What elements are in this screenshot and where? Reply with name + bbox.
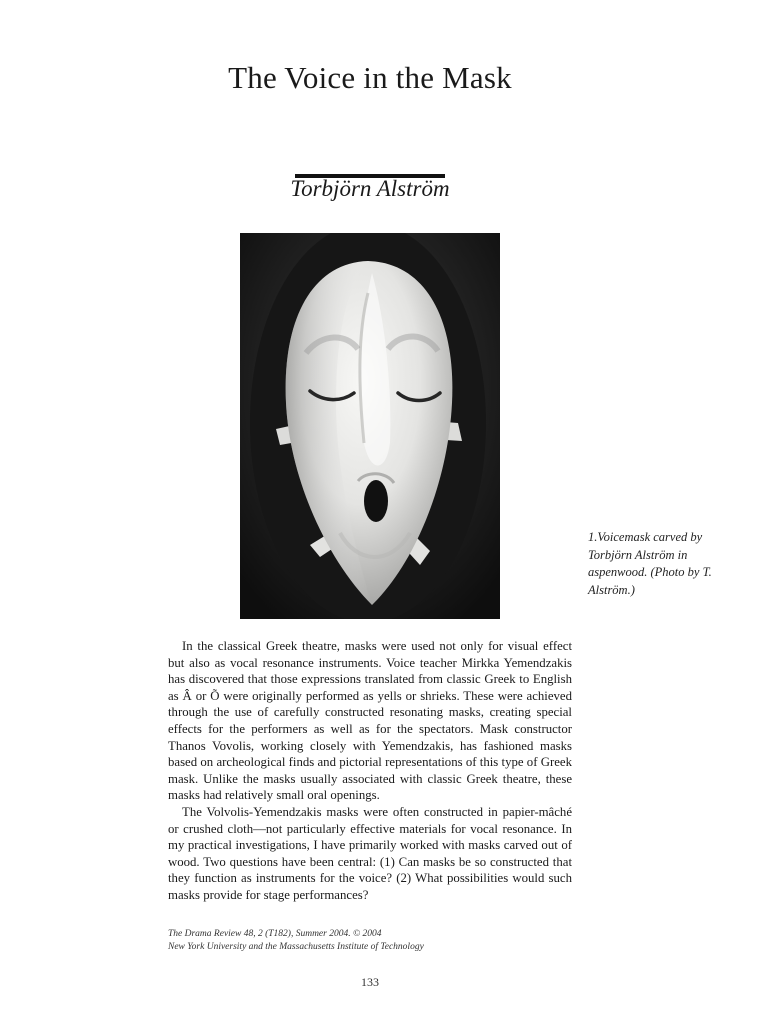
page-number: 133 <box>361 975 379 989</box>
article-title: The Voice in the Mask <box>228 60 512 95</box>
publisher-line: New York University and the Massachusetts Institute of Technology <box>168 942 424 952</box>
body-paragraph: The Volvolis-Yemendzakis masks were often constructed in papier-mâché or crushed cloth—not particularly effective materials for vocal resonance. In my practical investigations, I have primarily worked with masks carved out of wood. Two questions have been central: (1) Can masks be so constructed that they function as instruments for the voice? (2) What possibilities would such masks provide for stage performances? <box>168 804 572 902</box>
journal-citation: The Drama Review 48, 2 (T182), Summer 2004. © 2004 <box>168 929 382 939</box>
author-name: Torbjörn Alström <box>290 176 450 201</box>
article-body <box>168 638 572 904</box>
voicemask-illustration <box>240 233 500 619</box>
figure-caption: 1.Voicemask carved by Torbjörn Alström in aspenwood. (Photo by T. Alström.) <box>588 530 712 597</box>
mask-photo <box>240 233 500 619</box>
publication-footnote <box>168 928 568 954</box>
body-paragraph: In the classical Greek theatre, masks were used not only for visual effect but also as vocal resonance instruments. Voice teacher Mirkka Yemendzakis has discovered that those expressions translated from classic Greek to English as Â or Õ were originally performed as yells or shrieks. These were achieved through the use of carefully constructed resonating masks, creating special effects for the performers as well as for the spectators. Mask constructor Thanos Vovolis, working closely with Yemendzakis, has fashioned masks based on archeological finds and pictorial representations of this type of Greek mask. Unlike the masks usually associated with classic Greek theatre, these masks had relatively small oral openings. <box>168 639 572 803</box>
